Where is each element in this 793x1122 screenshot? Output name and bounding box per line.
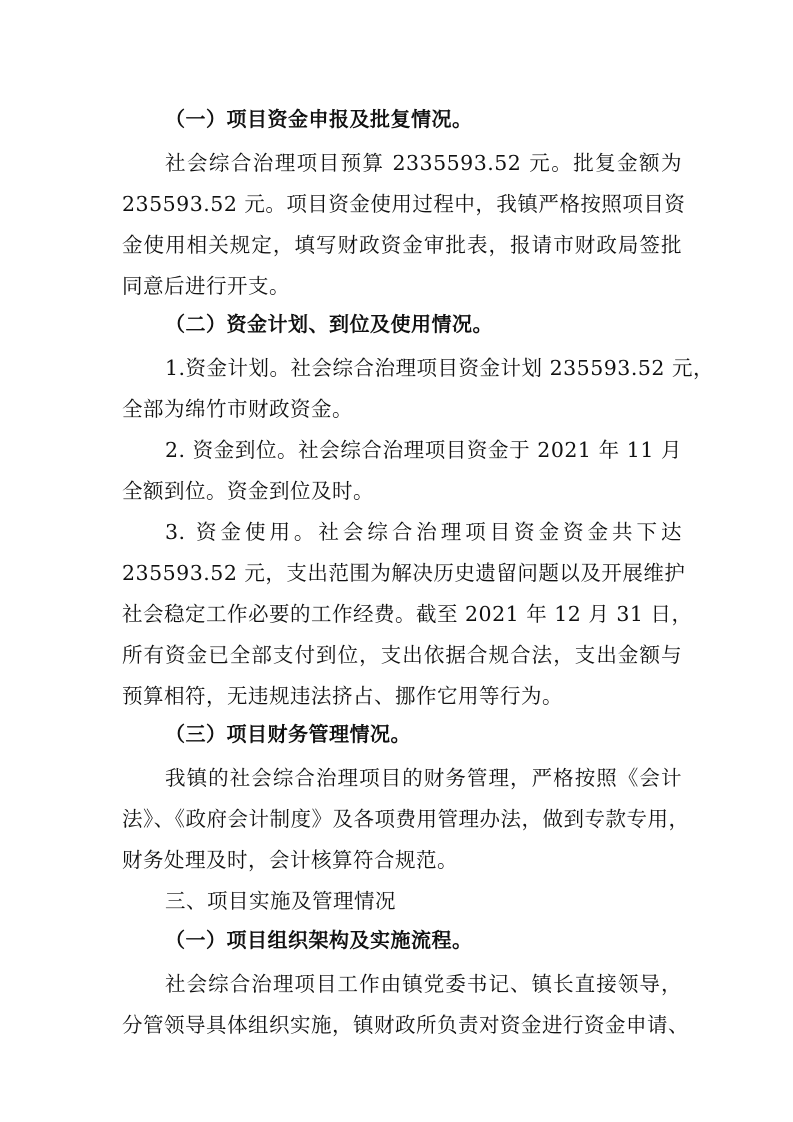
paragraph-line: 我镇的社会综合治理项目的财务管理，严格按照《会计 [165,766,682,790]
paragraph-line: 2. 资金到位。社会综合治理项目资金于 2021 年 11 月 [165,438,682,462]
paragraph-line: 同意后进行开支。 [122,274,290,298]
paragraph-line: 财务处理及时，会计核算符合规范。 [122,848,458,872]
paragraph-line: 235593.52 元。项目资金使用过程中，我镇严格按照项目资 [122,192,686,216]
chapter-heading-3: 三、项目实施及管理情况 [165,889,396,913]
paragraph-line: 预算相符，无违规违法挤占、挪作它用等行为。 [122,684,563,708]
section-heading-1-2: （二）资金计划、到位及使用情况。 [165,312,493,336]
paragraph-line: 分管领导具体组织实施，镇财政所负责对资金进行资金申请、 [122,1013,689,1037]
paragraph-line: 社会综合治理项目预算 2335593.52 元。批复金额为 [165,151,682,175]
section-heading-1-1: （一）项目资金申报及批复情况。 [165,107,473,131]
section-heading-3-1: （一）项目组织架构及实施流程。 [165,928,473,952]
paragraph-line: 全额到位。资金到位及时。 [122,479,374,503]
paragraph-line: 235593.52 元，支出范围为解决历史遗留问题以及开展维护 [122,561,686,585]
paragraph-line: 全部为绵竹市财政资金。 [122,397,353,421]
section-heading-1-3: （三）项目财务管理情况。 [165,722,411,746]
paragraph-line: 金使用相关规定，填写财政资金审批表，报请市财政局签批 [122,233,682,257]
paragraph-line: 所有资金已全部支付到位，支出依据合规合法，支出金额与 [122,643,682,667]
paragraph-line: 社会综合治理项目工作由镇党委书记、镇长直接领导， [165,972,682,996]
paragraph-line: 1.资金计划。社会综合治理项目资金计划 235593.52 元， [165,356,714,380]
paragraph-line: 3. 资金使用。社会综合治理项目资金资金共下达 [165,520,682,544]
paragraph-line: 社会稳定工作必要的工作经费。截至 2021 年 12 月 31 日， [122,602,693,626]
paragraph-line: 法》、《政府会计制度》及各项费用管理办法，做到专款专用， [122,807,690,831]
